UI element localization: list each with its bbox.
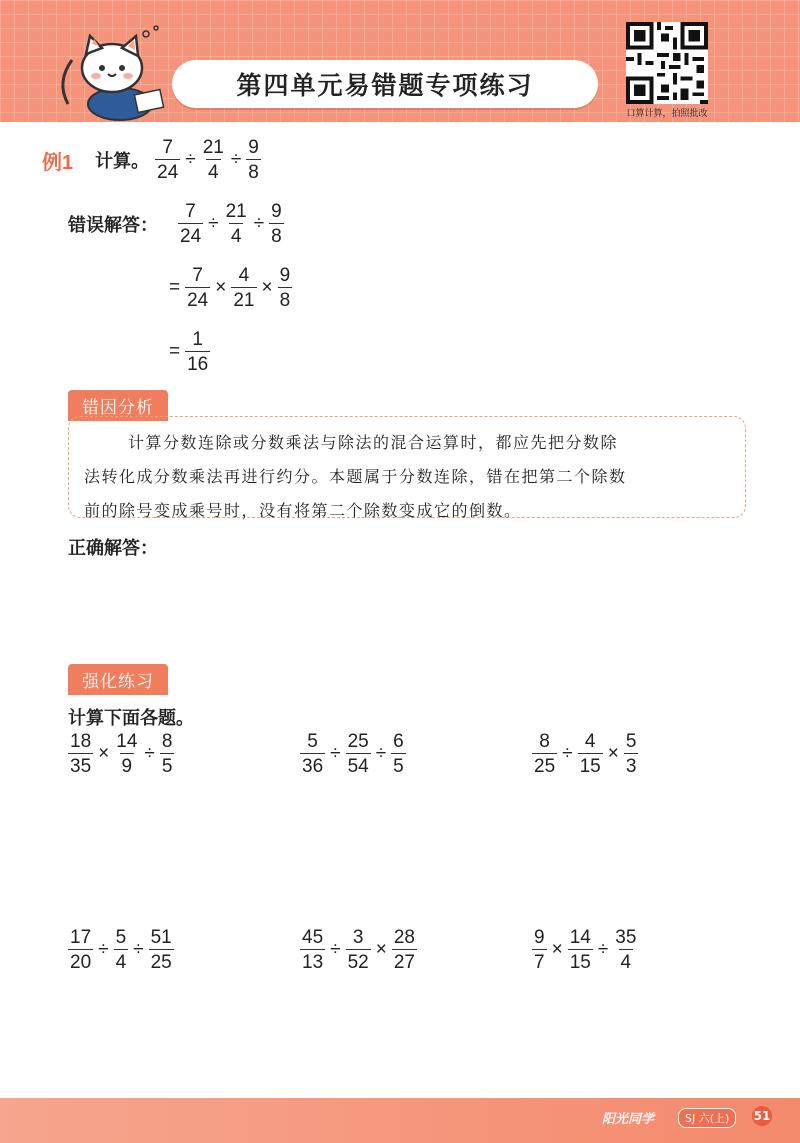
cat-mascot-icon bbox=[50, 22, 170, 122]
numerator: 8 bbox=[539, 731, 550, 752]
divide-sign: ÷ bbox=[253, 213, 265, 234]
qr-code-icon[interactable] bbox=[626, 22, 708, 104]
numerator: 35 bbox=[615, 927, 637, 948]
numerator: 9 bbox=[534, 927, 545, 948]
numerator: 3 bbox=[352, 927, 364, 948]
denominator: 8 bbox=[246, 159, 261, 182]
wrong-answer-line-3 bbox=[166, 330, 212, 374]
example-prompt: 计算。 bbox=[95, 151, 150, 171]
correct-answer-row bbox=[68, 534, 158, 560]
multiply-sign: × bbox=[98, 743, 110, 764]
fraction bbox=[178, 202, 203, 246]
fraction bbox=[114, 732, 139, 776]
fraction bbox=[346, 928, 371, 972]
numerator: 4 bbox=[238, 265, 250, 286]
fraction bbox=[532, 732, 557, 776]
practice-problem-3 bbox=[530, 732, 640, 776]
wrong-answer-label: 错误解答： bbox=[68, 215, 158, 235]
practice-instruction: 计算下面各题。 bbox=[68, 708, 194, 729]
denominator: 15 bbox=[568, 949, 593, 972]
fraction bbox=[392, 928, 417, 972]
numerator: 14 bbox=[569, 927, 591, 948]
denominator: 20 bbox=[68, 949, 93, 972]
example-expression bbox=[153, 138, 263, 182]
practice-problem-2 bbox=[298, 732, 408, 776]
fraction bbox=[300, 928, 325, 972]
denominator: 4 bbox=[229, 223, 244, 246]
divide-sign: ÷ bbox=[330, 939, 341, 960]
numerator: 17 bbox=[70, 927, 92, 948]
denominator: 21 bbox=[231, 287, 256, 310]
fraction bbox=[246, 138, 261, 182]
divide-sign: ÷ bbox=[230, 149, 242, 170]
fraction bbox=[155, 138, 180, 182]
divide-sign: ÷ bbox=[208, 213, 219, 234]
practice-problem-6 bbox=[530, 928, 640, 972]
fraction bbox=[149, 928, 174, 972]
denominator: 4 bbox=[619, 949, 634, 972]
multiply-sign: × bbox=[215, 277, 227, 298]
multiply-sign: × bbox=[551, 939, 563, 960]
fraction bbox=[68, 732, 93, 776]
multiply-sign: × bbox=[607, 743, 619, 764]
wrong-expression-3 bbox=[166, 330, 212, 374]
denominator: 3 bbox=[624, 753, 639, 776]
analysis-text bbox=[84, 426, 734, 528]
numerator: 9 bbox=[279, 265, 291, 286]
practice-instruction-row bbox=[68, 704, 194, 730]
divide-sign: ÷ bbox=[330, 743, 341, 764]
fraction bbox=[300, 732, 325, 776]
page-title: 第四单元易错题专项练习 bbox=[172, 60, 598, 108]
denominator: 5 bbox=[160, 753, 175, 776]
fraction bbox=[185, 266, 210, 310]
multiply-sign: × bbox=[375, 939, 387, 960]
divide-sign: ÷ bbox=[185, 149, 196, 170]
fraction bbox=[160, 732, 175, 776]
numerator: 7 bbox=[162, 137, 173, 158]
numerator: 7 bbox=[192, 265, 203, 286]
numerator: 18 bbox=[70, 731, 92, 752]
analysis-badge: 错因分析 bbox=[68, 390, 168, 421]
numerator: 25 bbox=[347, 731, 369, 752]
grade-badge: SJ 六(上) bbox=[678, 1108, 736, 1128]
numerator: 6 bbox=[393, 731, 404, 752]
denominator: 25 bbox=[532, 753, 557, 776]
divide-sign: ÷ bbox=[597, 939, 609, 960]
analysis-line-1: 计算分数连除或分数乘法与除法的混合运算时，都应先把分数除 bbox=[128, 433, 619, 452]
fraction bbox=[224, 202, 249, 246]
denominator: 13 bbox=[300, 949, 325, 972]
denominator: 5 bbox=[391, 753, 406, 776]
wrong-answer-line-2 bbox=[166, 266, 294, 310]
numerator: 8 bbox=[161, 731, 173, 752]
denominator: 8 bbox=[269, 223, 284, 246]
divide-sign: ÷ bbox=[562, 743, 573, 764]
denominator: 4 bbox=[114, 949, 129, 972]
denominator: 15 bbox=[578, 753, 603, 776]
denominator: 36 bbox=[300, 753, 325, 776]
practice-problem-1 bbox=[66, 732, 176, 776]
fraction bbox=[391, 732, 406, 776]
multiply-sign: × bbox=[261, 277, 273, 298]
numerator: 5 bbox=[115, 927, 127, 948]
fraction bbox=[269, 202, 284, 246]
fraction bbox=[231, 266, 256, 310]
numerator: 21 bbox=[202, 137, 224, 158]
numerator: 1 bbox=[192, 329, 203, 350]
fraction bbox=[185, 330, 210, 374]
practice-problem-5 bbox=[298, 928, 419, 972]
example-1-row bbox=[42, 138, 263, 182]
analysis-line-3: 前的除号变成乘号时，没有将第二个除数变成它的倒数。 bbox=[84, 501, 522, 520]
fraction bbox=[278, 266, 293, 310]
numerator: 51 bbox=[150, 927, 172, 948]
denominator: 9 bbox=[120, 753, 135, 776]
divide-sign: ÷ bbox=[375, 743, 387, 764]
numerator: 5 bbox=[307, 731, 318, 752]
brand-logo: 阳光同学 bbox=[602, 1112, 655, 1127]
divide-sign: ÷ bbox=[133, 939, 144, 960]
denominator: 8 bbox=[278, 287, 293, 310]
numerator: 9 bbox=[271, 201, 282, 222]
numerator: 4 bbox=[584, 731, 596, 752]
denominator: 24 bbox=[178, 223, 203, 246]
correct-answer-label: 正确解答： bbox=[68, 538, 158, 559]
divide-sign: ÷ bbox=[98, 939, 109, 960]
practice-problem-4 bbox=[66, 928, 176, 972]
numerator: 45 bbox=[302, 927, 324, 948]
denominator: 25 bbox=[149, 949, 174, 972]
fraction bbox=[613, 928, 638, 972]
numerator: 14 bbox=[116, 731, 138, 752]
fraction bbox=[578, 732, 603, 776]
numerator: 9 bbox=[248, 137, 259, 158]
fraction bbox=[346, 732, 371, 776]
fraction bbox=[114, 928, 129, 972]
denominator: 24 bbox=[155, 159, 180, 182]
fraction bbox=[201, 138, 226, 182]
divide-sign: ÷ bbox=[144, 743, 155, 764]
numerator: 28 bbox=[393, 927, 415, 948]
denominator: 7 bbox=[532, 949, 547, 972]
numerator: 7 bbox=[185, 201, 196, 222]
practice-badge: 强化练习 bbox=[68, 664, 168, 695]
denominator: 35 bbox=[68, 753, 93, 776]
fraction bbox=[568, 928, 593, 972]
denominator: 24 bbox=[185, 287, 210, 310]
fraction bbox=[624, 732, 639, 776]
wrong-answer-line-1 bbox=[68, 202, 286, 246]
denominator: 4 bbox=[206, 159, 221, 182]
denominator: 27 bbox=[392, 949, 417, 972]
page-number: 51 bbox=[752, 1106, 772, 1126]
denominator: 52 bbox=[346, 949, 371, 972]
numerator: 5 bbox=[625, 731, 637, 752]
numerator: 21 bbox=[225, 201, 247, 222]
wrong-expression-2 bbox=[166, 266, 294, 310]
equals-sign: = bbox=[169, 277, 181, 298]
denominator: 16 bbox=[185, 351, 210, 374]
equals-sign: = bbox=[169, 341, 181, 362]
analysis-line-2: 法转化成分数乘法再进行约分。本题属于分数连除，错在把第二个除数 bbox=[84, 467, 627, 486]
qr-caption: 口算计算，拍照批改 bbox=[626, 109, 708, 119]
fraction bbox=[68, 928, 93, 972]
wrong-expression-1 bbox=[176, 202, 286, 246]
denominator: 54 bbox=[346, 753, 371, 776]
example-label: 例1 bbox=[42, 151, 74, 174]
fraction bbox=[532, 928, 547, 972]
